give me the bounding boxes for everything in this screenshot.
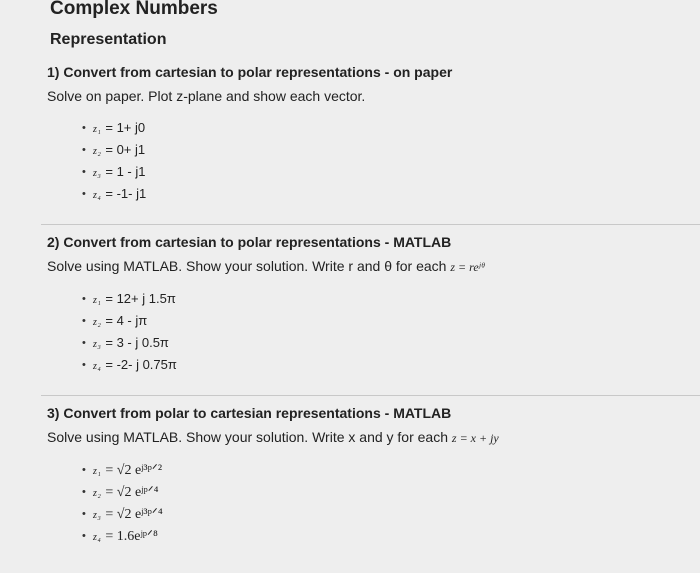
section-1-instruction-text: Solve on paper. Plot z-plane and show each vector.	[47, 88, 366, 104]
list-item	[93, 481, 687, 503]
list-item	[93, 139, 687, 161]
item-expression: = √2 eʲᵖᐟ⁴	[105, 485, 159, 500]
item-variable: z₂	[93, 146, 102, 157]
page-subtitle: Representation	[50, 31, 167, 48]
item-expression: = 12+ j 1.5π	[105, 291, 176, 306]
item-variable: z₄	[93, 532, 102, 543]
item-variable: z₂	[93, 317, 102, 328]
list-item	[93, 503, 687, 525]
item-variable: z₃	[93, 339, 102, 350]
list-item	[93, 161, 687, 183]
section-2-instruction	[47, 258, 687, 275]
item-expression: = 1+ j0	[105, 120, 146, 135]
list-item	[93, 525, 687, 547]
item-expression: = 1 - j1	[105, 164, 146, 179]
section-3-formula: z = x + jy	[451, 431, 499, 445]
section-divider	[41, 224, 700, 225]
item-expression: = -1- j1	[105, 186, 147, 201]
item-variable: z₁	[93, 295, 102, 306]
item-variable: z₂	[93, 488, 102, 499]
section-3-instruction	[47, 429, 687, 446]
section-1-heading: 1) Convert from cartesian to polar representations - on paper	[47, 64, 453, 80]
item-expression: = -2- j 0.75π	[105, 357, 177, 372]
item-expression: = √2 eʲ³ᵖᐟ⁴	[105, 507, 163, 522]
item-expression: = 0+ j1	[105, 142, 146, 157]
item-variable: z₁	[93, 466, 102, 477]
section-1-list	[47, 117, 687, 205]
section-3-instruction-text: Solve using MATLAB. Show your solution. Write x and y for each	[47, 429, 449, 445]
item-expression: = 3 - j 0.5π	[105, 335, 169, 350]
list-item	[93, 310, 687, 332]
item-variable: z₄	[93, 361, 102, 372]
section-2-list	[47, 288, 687, 376]
section-1-instruction	[47, 88, 687, 104]
section-2-formula: z = reʲᶿ	[450, 260, 485, 274]
section-3-list	[47, 459, 687, 547]
section-2-instruction-text: Solve using MATLAB. Show your solution. Write r and θ for each	[47, 258, 447, 274]
page-title: Complex Numbers	[50, 0, 218, 19]
list-item	[93, 183, 687, 205]
item-variable: z₄	[93, 190, 102, 201]
item-variable: z₁	[93, 124, 102, 135]
item-variable: z₃	[93, 510, 102, 521]
item-expression: = 1.6eʲᵖᐟ⁸	[105, 529, 158, 544]
list-item	[93, 117, 687, 139]
section-3	[47, 405, 687, 547]
section-2-heading: 2) Convert from cartesian to polar representations - MATLAB	[47, 234, 452, 250]
section-divider	[41, 395, 700, 396]
section-1	[47, 64, 687, 205]
item-expression: = √2 eʲ³ᵖᐟ²	[105, 463, 163, 478]
list-item	[93, 288, 687, 310]
list-item	[93, 332, 687, 354]
item-variable: z₃	[93, 168, 102, 179]
section-3-heading: 3) Convert from polar to cartesian representations - MATLAB	[47, 405, 452, 421]
list-item	[93, 459, 687, 481]
list-item	[93, 354, 687, 376]
section-2	[47, 234, 687, 376]
item-expression: = 4 - jπ	[105, 313, 148, 328]
